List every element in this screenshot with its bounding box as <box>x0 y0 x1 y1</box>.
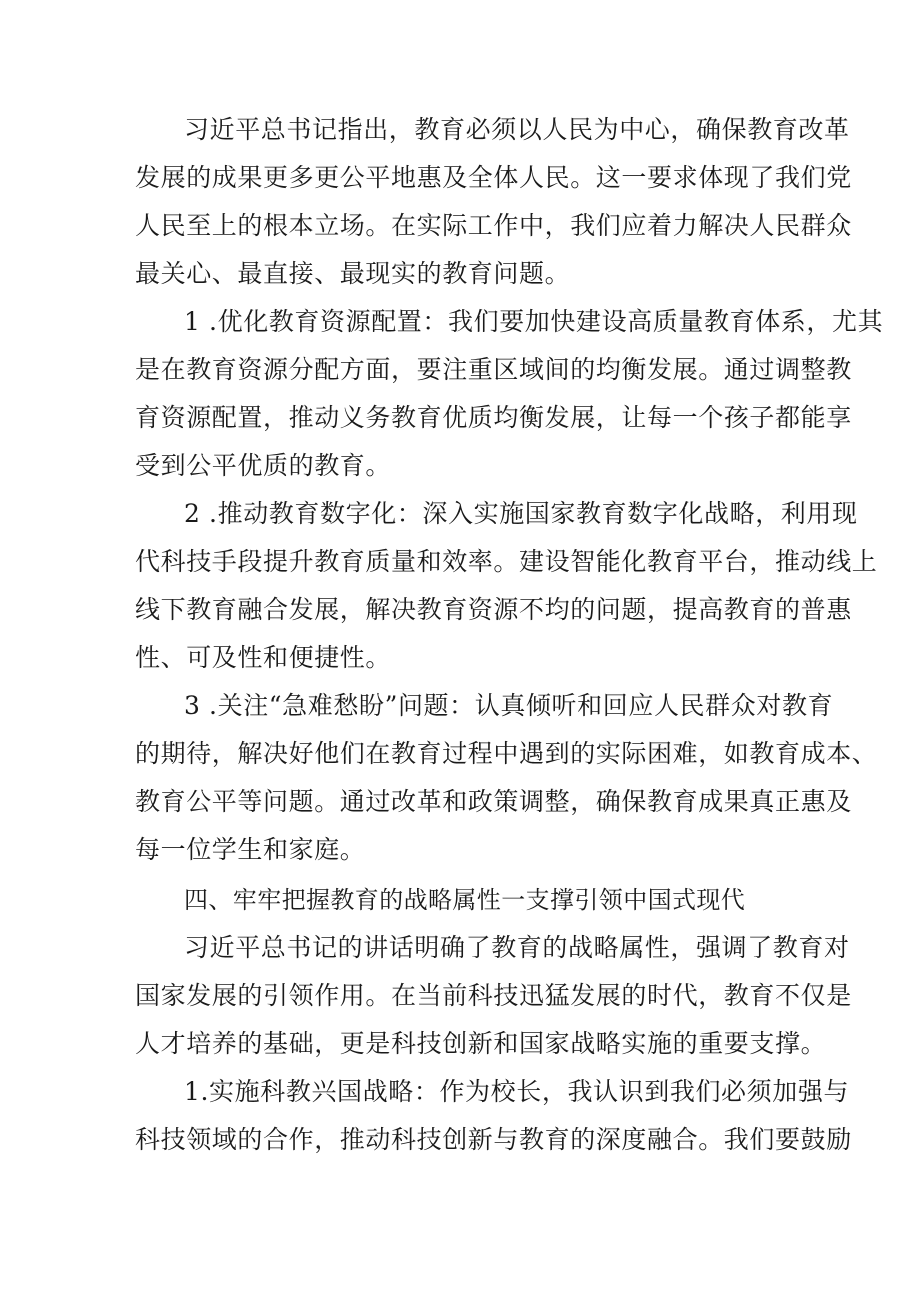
paragraph-1-line-1: 习近平总书记指出，教育必须以人民为中心，确保教育改革 <box>184 115 850 144</box>
section-heading: 四、牢牢把握教育的战略属性一支撑引领中国式现代 <box>184 886 746 914</box>
item-4-line-2: 科技领域的合作，推动科技创新与教育的深度融合。我们要鼓励 <box>135 1125 852 1154</box>
item-1-line-4: 受到公平优质的教育。 <box>135 451 392 480</box>
item-2-line-2: 代科技手段提升教育质量和效率。建设智能化教育平台，推动线上 <box>135 547 878 576</box>
item-3-line-2: 的期待，解决好他们在教育过程中遇到的实际困难，如教育成本、 <box>135 739 878 768</box>
item-1-line-3: 育资源配置，推动义务教育优质均衡发展，让每一个孩子都能享 <box>135 403 852 432</box>
item-2-line-3: 线下教育融合发展，解决教育资源不均的问题，提高教育的普惠 <box>135 595 852 624</box>
paragraph-1-line-3: 人民至上的根本立场。在实际工作中，我们应着力解决人民群众 <box>135 211 852 240</box>
item-3-line-4: 每一位学生和家庭。 <box>135 835 366 864</box>
paragraph-1-line-4: 最关心、最直接、最现实的教育问题。 <box>135 259 571 288</box>
paragraph-2-line-1: 习近平总书记的讲话明确了教育的战略属性，强调了教育对 <box>184 933 850 962</box>
item-2-line-4: 性、可及性和便捷性。 <box>135 643 392 672</box>
item-1-line-1: 1 .优化教育资源配置：我们要加快建设高质量教育体系，尤其 <box>184 307 884 336</box>
paragraph-1-line-2: 发展的成果更多更公平地惠及全体人民。这一要求体现了我们党 <box>135 163 852 192</box>
paragraph-2-line-2: 国家发展的引领作用。在当前科技迅猛发展的时代，教育不仅是 <box>135 981 852 1010</box>
item-4-line-1: 1.实施科教兴国战略：作为校长，我认识到我们必须加强与 <box>184 1077 850 1106</box>
item-2-line-1: 2 .推动教育数字化：深入实施国家教育数字化战略，利用现 <box>184 499 858 528</box>
item-1-line-2: 是在教育资源分配方面，要注重区域间的均衡发展。通过调整教 <box>135 355 852 384</box>
paragraph-2-line-3: 人才培养的基础，更是科技创新和国家战略实施的重要支撑。 <box>135 1029 827 1058</box>
item-3-line-1: 3 .关注“急难愁盼”问题：认真倾听和回应人民群众对教育 <box>184 691 834 720</box>
item-3-line-3: 教育公平等问题。通过改革和政策调整，确保教育成果真正惠及 <box>135 787 852 816</box>
